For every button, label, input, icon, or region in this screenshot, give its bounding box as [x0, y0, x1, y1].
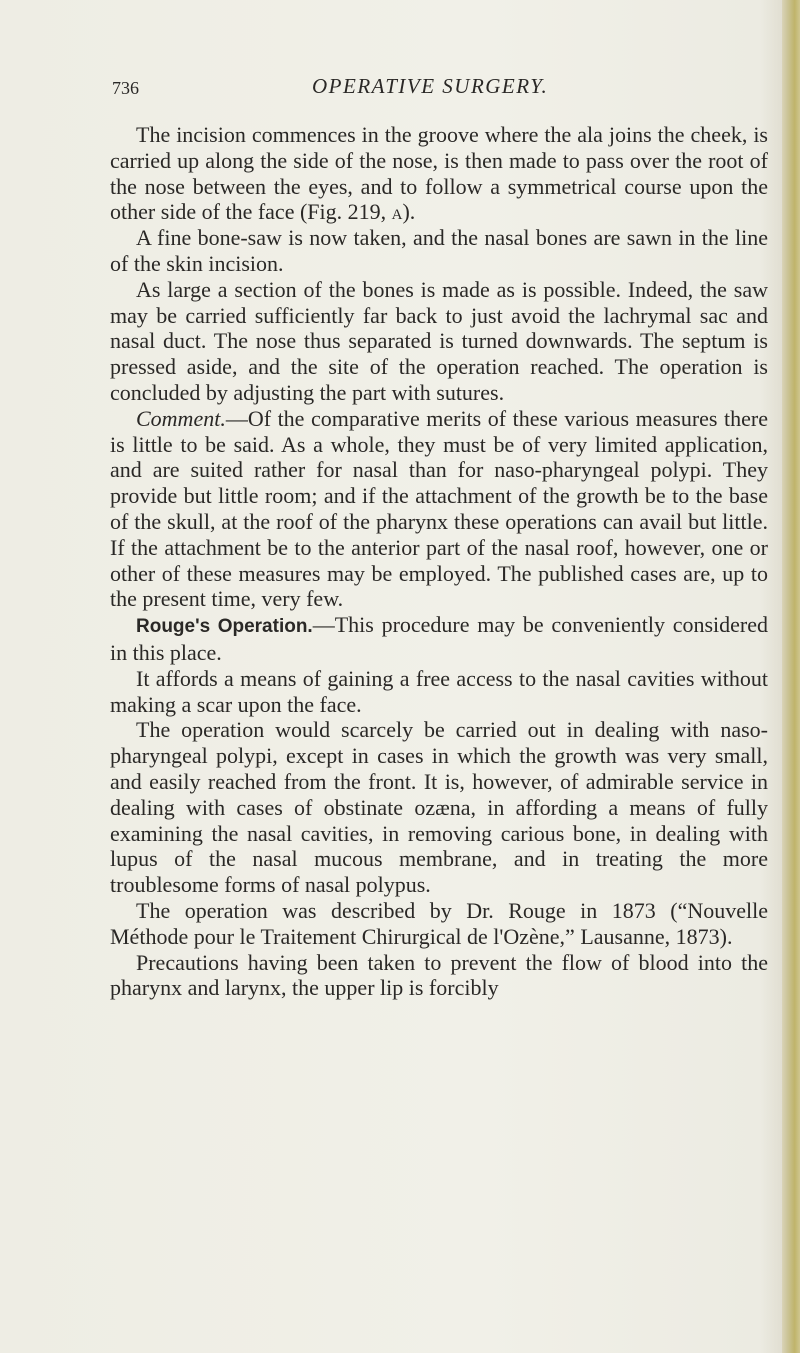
text-run: Precautions having been taken to prevent the flow of blood into the pharynx and larynx, the upper lip is forcibly — [110, 949, 768, 1001]
paragraph — [110, 666, 768, 718]
text-run: —Of the comparative merits of these various measures there is little to be said. As a whole, they must be of very limited application, and are suited rather for nasal than for naso-pharyngeal polypi. They provide but little room; and if the attachment of the growth be to the base of the skull, at the roof of the pharynx these operations can avail but little. If the attachment be to the anterior part of the nasal roof, however, one or other of these measures may be employed. The published cases are, up to the present time, very few. — [110, 405, 768, 612]
text-run: A fine bone-saw is now taken, and the nasal bones are sawn in the line of the skin incision. — [110, 225, 768, 276]
paragraph — [110, 225, 768, 277]
text-run: The operation would scarcely be carried out in dealing with naso-pharyngeal polypi, except in cases in which the growth was very small, and easily reached from the front. It is, however, of admirable service in dealing with cases of obstinate ozæna, in affording a means of fully examining the nasal cavities, in removing carious bone, in dealing with lupus of the nasal mucous membrane, and in treating the more troublesome forms of nasal polypus. — [110, 717, 768, 898]
page-header — [112, 74, 767, 104]
paragraph — [110, 717, 768, 898]
paragraph — [110, 406, 768, 612]
body-text — [110, 122, 768, 1001]
text-run: —This procedure may be conveniently considered in this place. — [110, 612, 769, 665]
paragraph — [110, 950, 768, 1002]
page-number: 736 — [112, 78, 139, 98]
paragraph — [110, 122, 768, 225]
paragraph — [110, 898, 768, 950]
paragraph — [110, 277, 768, 406]
figure-ref-letter: a — [391, 199, 403, 225]
page-edge — [782, 0, 800, 1353]
paragraph — [110, 612, 768, 666]
text-run: The operation was described by Dr. Rouge in 1873 (“Nouvelle Méthode pour le Traitement Chirurgical de l'Ozène,” Lausanne, 1873). — [110, 897, 768, 949]
section-heading: Rouge's Operation. — [136, 616, 313, 638]
text-run: ). — [402, 199, 416, 225]
text-run: As large a section of the bones is made as is possible. Indeed, the saw may be carried sufficiently far back to just avoid the lachrymal sac and nasal duct. The nose thus separated is turned downwards. The septum is pressed aside, and the site of the operation reached. The operation is concluded by adjusting the part with sutures. — [110, 276, 768, 405]
italic-text-run: Comment. — [136, 405, 226, 431]
text-run: The incision commences in the groove where the ala joins the cheek, is carried up along the side of the nose, is then made to pass over the root of the nose between the eyes, and to follow a symmetrical course upon the other side of the face (Fig. 219, — [110, 122, 768, 225]
text-run: It affords a means of gaining a free access to the nasal cavities without making a scar upon the face. — [110, 665, 768, 717]
running-head: OPERATIVE SURGERY. — [312, 74, 549, 98]
